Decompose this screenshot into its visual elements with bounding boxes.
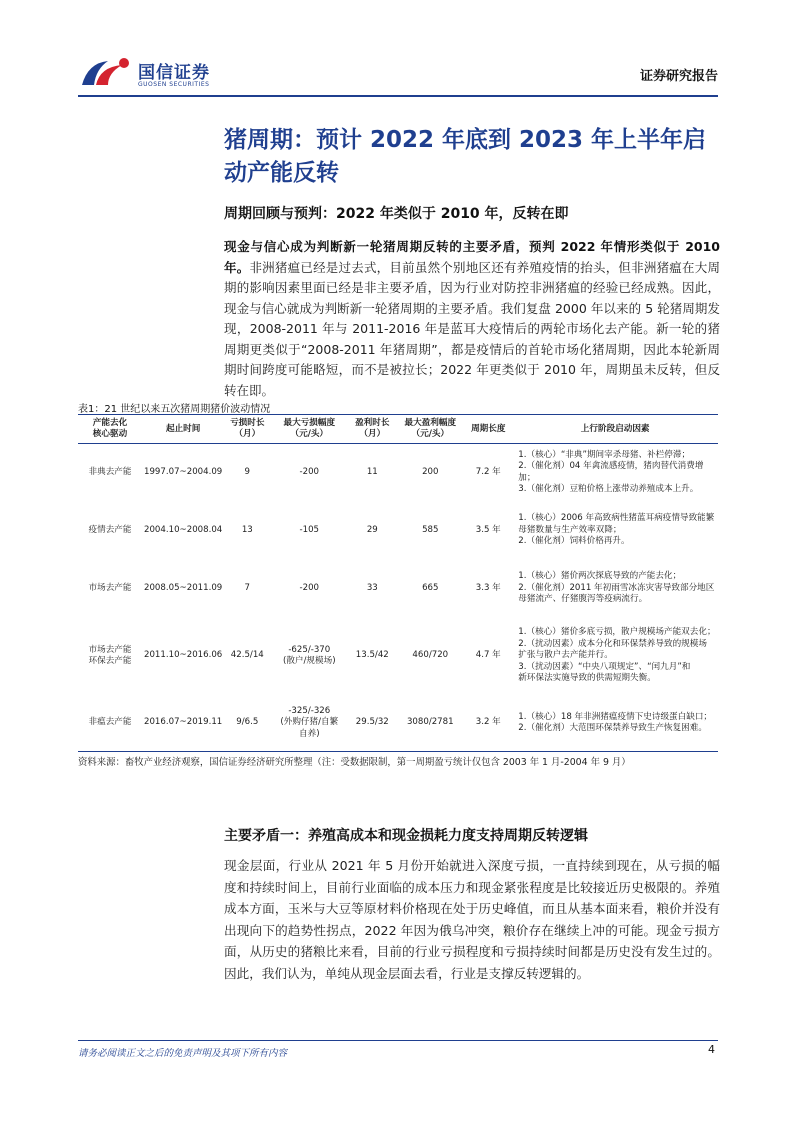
col-header-period: 起止时间	[142, 415, 224, 444]
cell-max-loss: -200	[299, 466, 320, 477]
paragraph-body: 非洲猪瘟已经是过去式，目前虽然个别地区还有养殖疫情的抬头，但非洲猪瘟在大周期的影响因素里面已经是非主要矛盾，因为行业对防控非洲猪瘟的经验已经成熟。因此，现金与信心就成为判断新一轮猪周期的主要矛盾。我们复盘 2000 年以来的 5 轮猪周期发现，2008-2011 年与 2011-2016 年是蓝耳大疫情后的两轮市场化去产能。新一轮的猪周期更类似于“2008-2011 年猪周期”，都是疫情后的首轮市场化猪周期，因此本轮新周期时间跨度可能略短，而不是被拉长；2022 年更类似于 2010 年，周期虽未反转，但反转在即。	[224, 259, 720, 398]
table-row	[78, 444, 718, 502]
col-header-loss-months: 亏损时长 （月）	[224, 415, 270, 444]
cell-profit-months: 11	[366, 466, 378, 477]
col-header-factors: 上行阶段启动因素	[512, 415, 718, 444]
cell-factors: 1.（核心）猪价两次探底导致的产能去化； 2.（催化剂）2011 年初雨雪冰冻灾害导致部分地区 母猪流产、仔猪腹泻等疫病流行。	[518, 571, 715, 605]
guosen-logo-icon	[78, 55, 134, 93]
cell-cycle-length: 4.7 年	[475, 650, 501, 661]
cell-max-loss: -200	[299, 582, 320, 593]
cell-loss-months: 42.5/14	[230, 650, 264, 661]
cell-max-profit: 665	[422, 582, 439, 593]
cell-profit-months: 29.5/32	[348, 695, 396, 752]
cell-factors: 1.（核心）2006 年高致病性猪蓝耳病疫情导致能繁 母猪数量与生产效率双降； 2.（催化剂）饲料价格再升。	[518, 513, 715, 547]
cell-max-profit: 460/720	[412, 650, 449, 661]
cell-period: 1997.07~2004.09	[144, 466, 223, 477]
cell-driver: 非典去产能	[88, 466, 132, 477]
cell-driver: 市场去产能	[88, 582, 132, 593]
report-type-label: 证券研究报告	[639, 69, 718, 84]
cell-loss-months: 9/6.5	[224, 695, 270, 752]
table-row	[78, 695, 718, 752]
col-header-profit-months: 盈利时长 （月）	[348, 415, 396, 444]
table-row	[78, 560, 718, 617]
col-header-max-loss: 最大亏损幅度 （元/头）	[270, 415, 348, 444]
cell-period: 2004.10~2008.04	[144, 524, 223, 535]
logo-english-name: GUOSEN SECURITIES	[138, 81, 210, 88]
cell-loss-months: 7	[244, 582, 251, 593]
table-row	[78, 617, 718, 695]
cell-cycle-length: 3.2 年	[464, 695, 512, 752]
cell-profit-months: 29	[366, 524, 378, 535]
cell-max-profit: 585	[422, 524, 439, 535]
header-divider	[78, 95, 718, 97]
cell-cycle-length: 3.3 年	[475, 582, 501, 593]
cell-period: 2008.05~2011.09	[144, 582, 223, 593]
cell-cycle-length: 3.5 年	[475, 524, 501, 535]
footer-disclaimer: 请务必阅读正文之后的免责声明及其项下所有内容	[78, 1048, 288, 1059]
cell-max-loss: -105	[299, 524, 320, 535]
table-row	[78, 501, 718, 560]
col-header-cycle-length: 周期长度	[464, 415, 512, 444]
cell-cycle-length: 7.2 年	[475, 466, 501, 477]
section-heading-main-contradiction: 主要矛盾一：养殖高成本和现金损耗力度支持周期反转逻辑	[224, 828, 588, 844]
table-header-row	[78, 415, 718, 444]
paragraph-lead-bold: 现金与信心成为判断新一轮猪周期反转的主要矛盾，预判 2022 年情形类似于 2010 年。	[224, 239, 720, 275]
cell-profit-months: 13.5/42	[355, 650, 389, 661]
table-source-note: 资料来源：畜牧产业经济观察，国信证券经济研究所整理（注：受数据限制，第一周期盈亏统计仅包含 2003 年 1 月-2004 年 9 月）	[78, 757, 631, 768]
cell-factors: 1.（核心）猪价多底亏损，散户规模场产能双去化； 2.（扰动因素）成本分化和环保禁养导致的规模场 扩张与散户去产能并行。 3.（扰动因素）“中央八项规定”、“闰九月”和 新环保法实施导致的供需短期失衡。	[518, 627, 716, 684]
cell-factors: 1.（核心）“非典”期间宰杀母猪、补栏停滞； 2.（催化剂）04 年禽流感疫情，猪肉替代消费增加； 3.（催化剂）豆粕价格上涨带动养殖成本上升。	[518, 449, 704, 494]
page-title: 猪周期：预计 2022 年底到 2023 年上半年启动产能反转	[224, 127, 707, 186]
col-header-driver: 产能去化 核心驱动	[78, 415, 142, 444]
cell-loss-months: 13	[241, 524, 253, 535]
col-header-max-profit: 最大盈利幅度 （元/头）	[396, 415, 464, 444]
pig-cycle-table	[78, 414, 718, 752]
logo-chinese-name: 国信证券	[138, 63, 210, 83]
cell-period: 2011.10~2016.06	[144, 650, 223, 661]
cell-max-loss: -325/-326 (外购仔猪/自繁 自养)	[270, 695, 348, 752]
cell-max-profit: 200	[422, 466, 439, 477]
cell-loss-months: 9	[244, 466, 251, 477]
cell-factors: 1.（核心）18 年非洲猪瘟疫情下史诗级蛋白缺口； 2.（催化剂）大范围环保禁养导致生产恢复困难。	[512, 695, 718, 752]
paragraph-cycle-review	[224, 237, 720, 401]
cell-profit-months: 33	[366, 582, 378, 593]
cell-max-loss: -625/-370 (散户/规模场)	[282, 644, 336, 666]
page-header	[78, 55, 718, 95]
cell-driver: 疫情去产能	[88, 524, 132, 535]
table-caption: 表1：21 世纪以来五次猪周期猪价波动情况	[78, 404, 271, 415]
footer-divider	[78, 1040, 718, 1041]
page-number: 4	[708, 1043, 715, 1056]
section-subtitle: 周期回顾与预判：2022 年类似于 2010 年，反转在即	[224, 206, 569, 222]
cell-driver: 市场去产能 环保去产能	[88, 644, 132, 666]
cell-max-profit: 3080/2781	[396, 695, 464, 752]
paragraph-cash-analysis: 现金层面，行业从 2021 年 5 月份开始就进入深度亏损，一直持续到现在，从亏损的幅度和持续时间上，目前行业面临的成本压力和现金紧张程度是比较接近历史极限的。养殖成本方面，玉米与大豆等原材料价格现在处于历史峰值，而且从基本面来看，粮价并没有出现向下的趋势性拐点，2022 年因为俄乌冲突，粮价存在继续上冲的可能。现金亏损方面，从历史的猪粮比来看，目前的行业亏损程度和亏损持续时间都是历史没有发生过的。因此，我们认为，单纯从现金层面去看，行业是支撑反转逻辑的。	[224, 858, 720, 981]
cell-driver: 非瘟去产能	[78, 695, 142, 752]
cell-period: 2016.07~2019.11	[142, 695, 224, 752]
